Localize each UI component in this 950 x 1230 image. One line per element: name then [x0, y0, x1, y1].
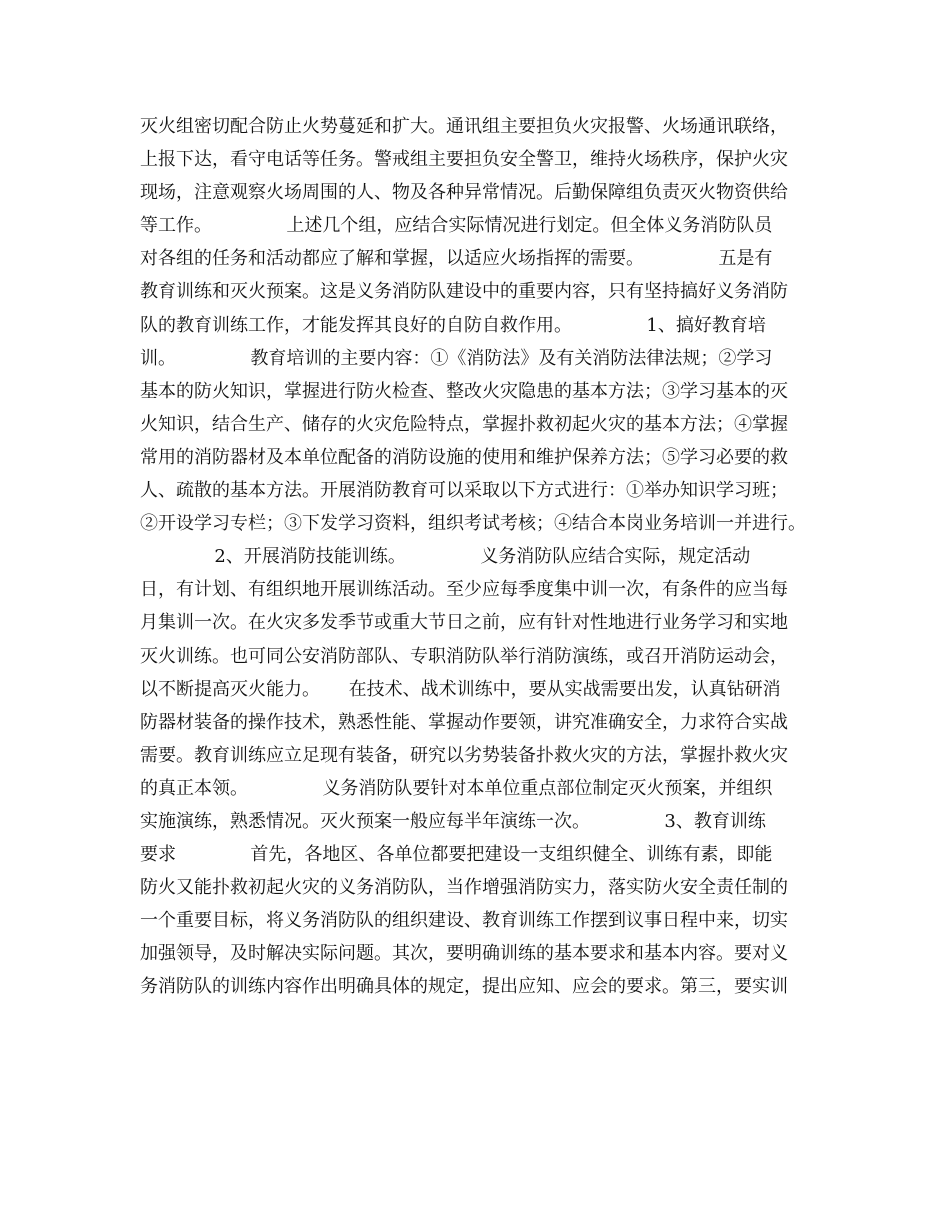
- text-line: 实施演练，熟悉情况。灭火预案一般应每半年演练一次。 3、教育训练: [140, 810, 766, 832]
- text-line: 灭火组密切配合防止火势蔓延和扩大。通讯组主要担负火灾报警、火场通讯联络，: [140, 116, 788, 137]
- text-line: 基本的防火知识，掌握进行防火检查、整改火灾隐患的基本方法；③学习基本的灭: [140, 380, 788, 402]
- text-line: 要求 首先，各地区、各单位都要把建设一支组织健全、训练有素，即能: [140, 844, 773, 866]
- text-line: 月集训一次。在火灾多发季节或重大节日之前，应有针对性地进行业务学习和实地: [140, 612, 788, 634]
- text-line: 火知识，结合生产、储存的火灾危险特点，掌握扑救初起火灾的基本方法；④掌握: [140, 413, 788, 435]
- text-line: 对各组的任务和活动都应了解和掌握，以适应火场指挥的需要。 五是有: [140, 248, 773, 270]
- text-line: 加强领导，及时解决实际问题。其次，要明确训练的基本要求和基本内容。要对义: [140, 943, 788, 965]
- text-line: 训。 教育培训的主要内容：①《消防法》及有关消防法律法规；②学习: [140, 347, 773, 369]
- text-line: 队的教育训练工作，才能发挥其良好的自防自救作用。 1、搞好教育培: [140, 314, 766, 336]
- text-line: 防器材装备的操作技术，熟悉性能、掌握动作要领，讲究准确安全，力求符合实战: [140, 711, 788, 733]
- text-line: 防火又能扑救初起火灾的义务消防队，当作增强消防实力，落实防火安全责任制的: [140, 877, 788, 899]
- text-line: 以不断提高灭火能力。 在技术、战术训练中，要从实战需要出发，认真钻研消: [140, 678, 781, 700]
- text-line: 日，有计划、有组织地开展训练活动。至少应每季度集中训一次，有条件的应当每: [140, 579, 788, 601]
- text-line: 教育训练和灭火预案。这是义务消防队建设中的重要内容，只有坚持搞好义务消防: [140, 281, 788, 303]
- text-line: 现场，注意观察火场周围的人、物及各种异常情况。后勤保障组负责灭火物资供给: [140, 182, 788, 204]
- text-line: 务消防队的训练内容作出明确具体的规定，提出应知、应会的要求。第三，要实训: [140, 976, 788, 998]
- text-line: 人、疏散的基本方法。开展消防教育可以采取以下方式进行：①举办知识学习班；: [140, 480, 788, 502]
- text-line: 需要。教育训练应立足现有装备，研究以劣势装备扑救火灾的方法，掌握扑救火灾: [140, 744, 788, 766]
- text-line: 等工作。 上述几个组，应结合实际情况进行划定。但全体义务消防队员: [140, 215, 773, 237]
- text-line: 2、开展消防技能训练。 义务消防队应结合实际，规定活动: [140, 546, 751, 568]
- text-line: 常用的消防器材及本单位配备的消防设施的使用和维护保养方法；⑤学习必要的救: [140, 446, 788, 468]
- text-line: 灭火训练。也可同公安消防部队、专职消防队举行消防演练，或召开消防运动会，: [140, 645, 788, 667]
- text-line: ②开设学习专栏；③下发学习资料，组织考试考核；④结合本岗业务培训一并进行。: [140, 513, 806, 535]
- text-line: 的真正本领。 义务消防队要针对本单位重点部位制定灭火预案，并组织: [140, 777, 773, 799]
- body-text: [140, 110, 830, 1004]
- text-line: 上报下达，看守电话等任务。警戒组主要担负安全警卫，维持火场秩序，保护火灾: [140, 149, 788, 171]
- text-line: 一个重要目标，将义务消防队的组织建设、教育训练工作摆到议事日程中来，切实: [140, 910, 788, 932]
